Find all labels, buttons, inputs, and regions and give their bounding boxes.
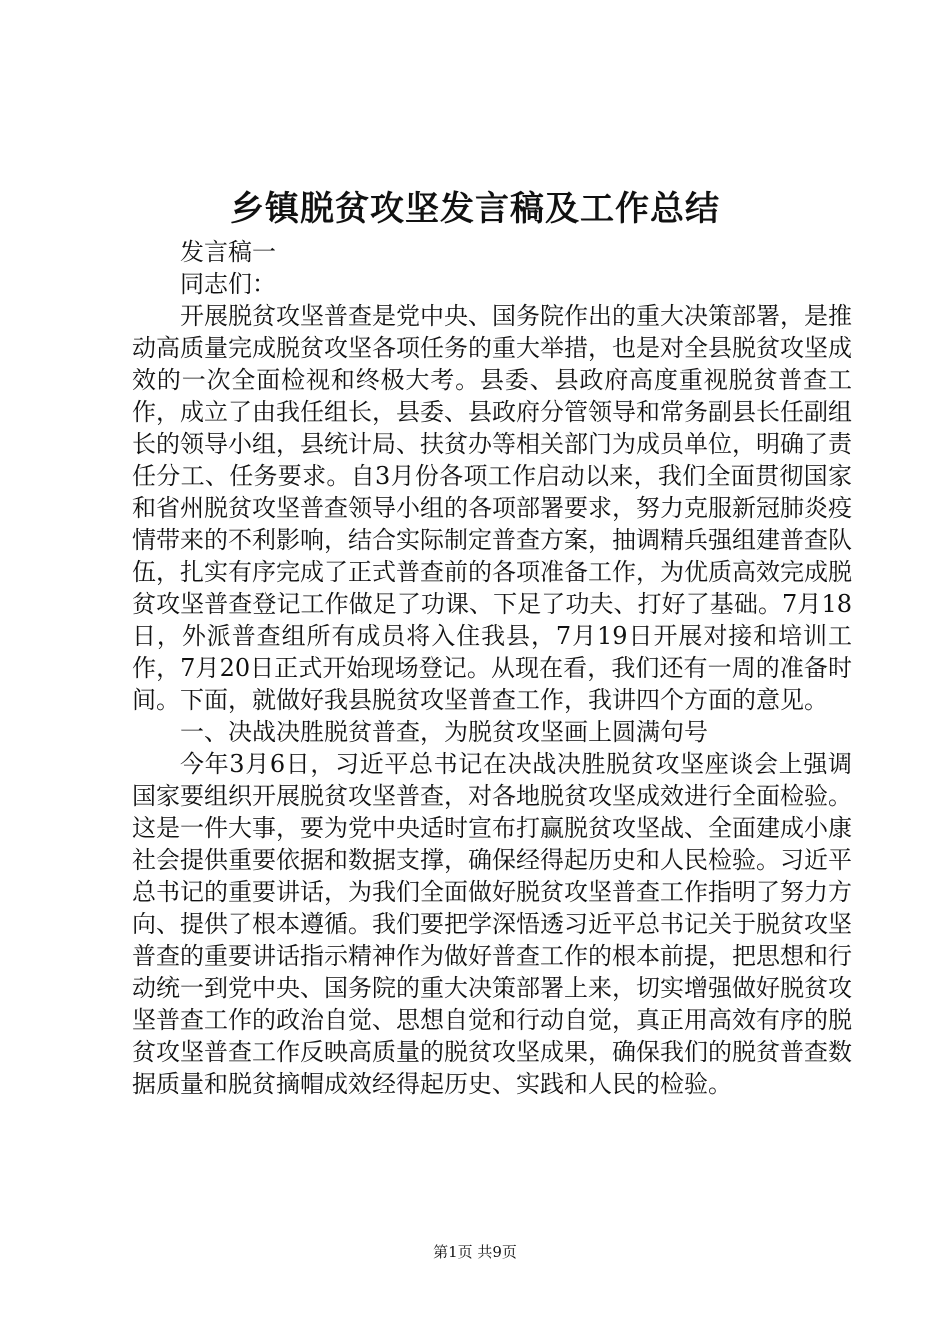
paragraph-salutation: 同志们： <box>180 270 276 298</box>
document-title: 乡镇脱贫攻坚发言稿及工作总结 <box>230 189 720 229</box>
paragraph-section-body: 今年3月6日，习近平总书记在决战决胜脱贫攻坚座谈会上强调国家要组织开展脱贫攻坚普查，对各地脱贫攻坚成效进行全面检验。这是一件大事，要为党中央适时宣布打赢脱贫攻坚战、全面建成小康社会提供重要依据和数据支撑，确保经得起历史和人民检验。习近平总书记的重要讲话，为我们全面做好脱贫攻坚普查工作指明了努力方向、提供了根本遵循。我们要把学深悟透习近平总书记关于脱贫攻坚普查的重要讲话指示精神作为做好普查工作的根本前提，把思想和行动统一到党中央、国务院的重大决策部署上来，切实增强做好脱贫攻坚普查工作的政治自觉、思想自觉和行动自觉，真正用高效有序的脱贫攻坚普查工作反映高质量的脱贫攻坚成果，确保我们的脱贫普查数据质量和脱贫摘帽成效经得起历史、实践和人民的检验。 <box>132 750 852 1098</box>
paragraph-intro: 开展脱贫攻坚普查是党中央、国务院作出的重大决策部署，是推动高质量完成脱贫攻坚各项任务的重大举措，也是对全县脱贫攻坚成效的一次全面检视和终极大考。县委、县政府高度重视脱贫普查工作，成立了由我任组长，县委、县政府分管领导和常务副县长任副组长的领导小组，县统计局、扶贫办等相关部门为成员单位，明确了责任分工、任务要求。自3月份各项工作启动以来，我们全面贯彻国家和省州脱贫攻坚普查领导小组的各项部署要求，努力克服新冠肺炎疫情带来的不利影响，结合实际制定普查方案，抽调精兵强组建普查队伍，扎实有序完成了正式普查前的各项准备工作，为优质高效完成脱贫攻坚普查登记工作做足了功课、下足了功夫、打好了基础。7月18日，外派普查组所有成员将入住我县，7月19日开展对接和培训工作，7月20日正式开始现场登记。从现在看，我们还有一周的准备时间。下面，就做好我县脱贫攻坚普查工作，我讲四个方面的意见。 <box>132 302 852 714</box>
document-body <box>132 236 852 1100</box>
paragraph-section-heading: 一、决战决胜脱贫普查，为脱贫攻坚画上圆满句号 <box>180 718 708 746</box>
page-number-footer: 第1页 共9页 <box>433 1243 517 1261</box>
paragraph-heading-speech: 发言稿一 <box>180 238 276 266</box>
